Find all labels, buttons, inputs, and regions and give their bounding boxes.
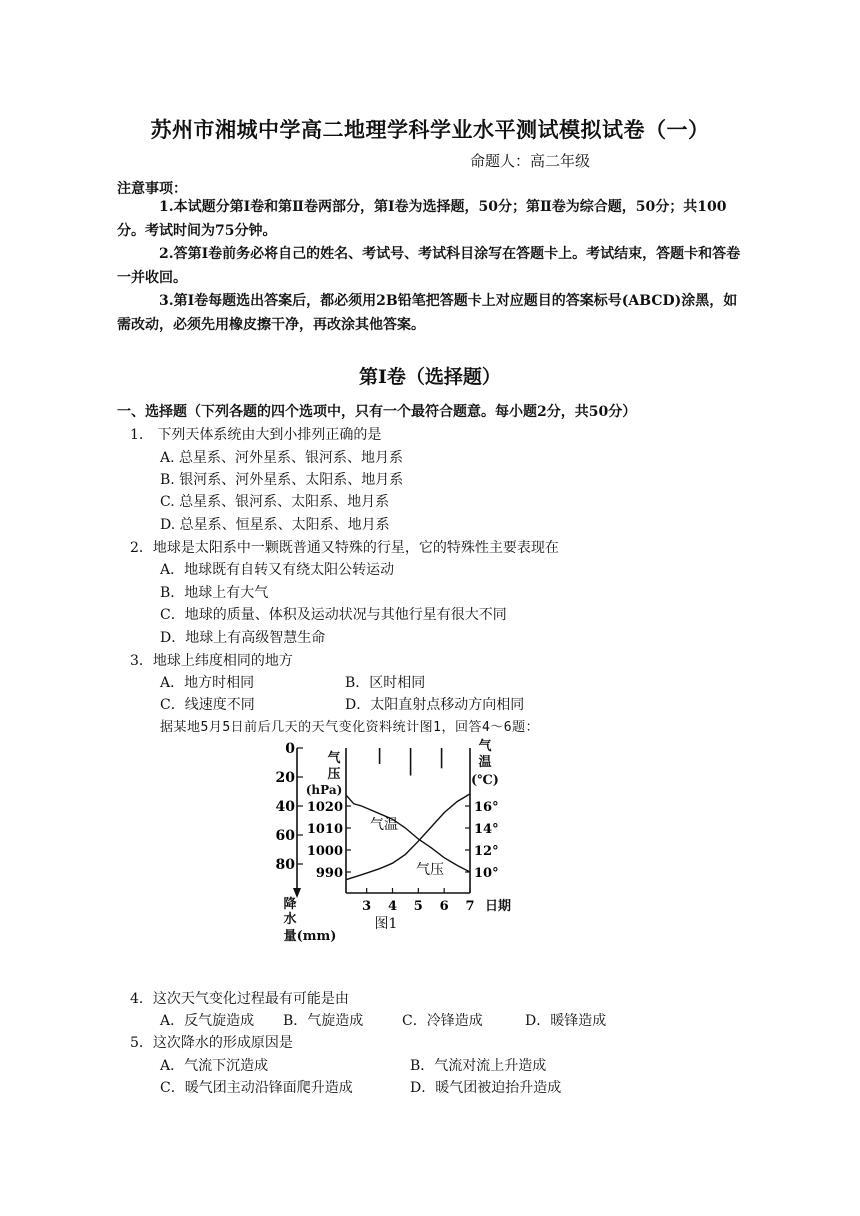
pressure-tick-label: 1000 [306,844,343,859]
q2-option-b: B．地球上有大气 [160,585,269,601]
x-tick-label: 5 [413,899,423,914]
pressure-series-label: 气压 [416,862,444,878]
q3-option-b: B．区时相同 [345,675,426,691]
notice-item-3: 3.第Ⅰ卷每题选出答案后，都必须用2B铅笔把答题卡上对应题目的答案标号(ABCD)涂黑，如需改动，必须先用橡皮擦干净，再改涂其他答案。 [117,293,738,333]
pressure-label-2: 压 [327,767,341,782]
figure-caption: 图1 [374,916,398,932]
precip-tick-label: 40 [275,799,295,815]
left-axis-label-3: 量(mm) [283,929,337,944]
temp-label-1: 气 [478,739,492,754]
question-2-stem: 2．地球是太阳系中一颗既普通又特殊的行星，它的特殊性主要表现在 [130,540,559,556]
question-4-stem: 4．这次天气变化过程最有可能是由 [130,991,349,1007]
q5-option-a: A．气流下沉造成 [160,1058,269,1074]
pressure-label-1: 气 [327,751,341,766]
precip-tick-label: 80 [275,857,295,873]
pressure-tick-label: 1020 [306,800,343,815]
page-title: 苏州市湘城中学高二地理学科学业水平测试模拟试卷（一） [150,117,710,142]
left-axis-label-1: 降 [283,897,297,912]
x-axis-label: 日期 [484,899,512,914]
pressure-tick-label: 990 [315,866,343,881]
q3-option-d: D．太阳直射点移动方向相同 [345,697,525,713]
figure-intro: 据某地5月5日前后几天的天气变化资料统计图1，回答4～6题： [160,720,540,735]
notice-heading: 注意事项： [117,181,187,197]
q3-option-a: A．地方时相同 [160,675,255,691]
precip-tick-label: 60 [275,828,295,844]
q4-option-b: B．气旋造成 [283,1013,364,1029]
q5-option-c: C．暖气团主动沿锋面爬升造成 [160,1080,353,1096]
q1-option-b: B. 银河系、河外星系、太阳系、地月系 [160,472,404,488]
precip-tick-label: 0 [285,741,295,757]
q5-option-d: D．暖气团被迫抬升造成 [410,1080,562,1096]
q3-option-c: C．线速度不同 [160,697,255,713]
pressure-tick-label: 1010 [306,822,343,837]
q2-option-a: A．地球既有自转又有绕太阳公转运动 [160,562,395,578]
q4-option-c: C．冷锋造成 [402,1013,483,1029]
x-tick-label: 7 [465,899,475,914]
temp-tick-label: 10° [474,866,499,881]
section-heading: 一、选择题（下列各题的四个选项中，只有一个最符合题意。每小题2分，共50分） [117,404,637,420]
q1-option-a: A. 总星系、河外星系、银河系、地月系 [160,450,404,466]
notice-item-1: 1.本试题分第Ⅰ卷和第Ⅱ卷两部分，第Ⅰ卷为选择题，50分；第Ⅱ卷为综合题，50分；共100分。考试时间为75分钟。 [117,199,727,239]
question-1-stem: 1． 下列天体系统由大到小排列正确的是 [130,427,382,443]
x-tick-label: 4 [387,899,398,914]
temperature-series-label: 气温 [370,817,398,833]
temp-tick-label: 12° [474,844,499,859]
temp-tick-label: 16° [474,800,499,815]
precip-tick-label: 20 [275,770,295,786]
q2-option-c: C．地球的质量、体积及运动状况与其他行星有很大不同 [160,607,507,623]
temp-label-2: 温 [478,755,492,770]
q1-option-c: C. 总星系、银河系、太阳系、地月系 [160,494,390,510]
weather-chart [270,738,530,948]
author-line: 命题人：高二年级 [470,152,591,170]
q1-option-d: D. 总星系、恒星系、太阳系、地月系 [160,517,390,533]
temp-tick-label: 14° [474,822,499,837]
left-axis-label-2: 水 [283,912,297,927]
q4-option-d: D．暖锋造成 [525,1013,607,1029]
pressure-label-3: (hPa) [305,783,343,797]
notice-item-2: 2.答第Ⅰ卷前务必将自己的姓名、考试号、考试科目涂写在答题卡上。考试结束，答题卡和答卷一并收回。 [117,246,741,286]
question-3-stem: 3．地球上纬度相同的地方 [130,653,293,669]
question-5-stem: 5．这次降水的形成原因是 [130,1035,293,1051]
x-tick-label: 6 [439,899,449,914]
q5-option-b: B．气流对流上升造成 [410,1058,547,1074]
q4-option-a: A．反气旋造成 [160,1013,255,1029]
q2-option-d: D．地球上有高级智慧生命 [160,630,326,646]
temp-label-3: (℃) [471,773,499,788]
x-tick-label: 3 [362,899,372,914]
section-title: 第Ⅰ卷（选择题） [359,366,501,388]
